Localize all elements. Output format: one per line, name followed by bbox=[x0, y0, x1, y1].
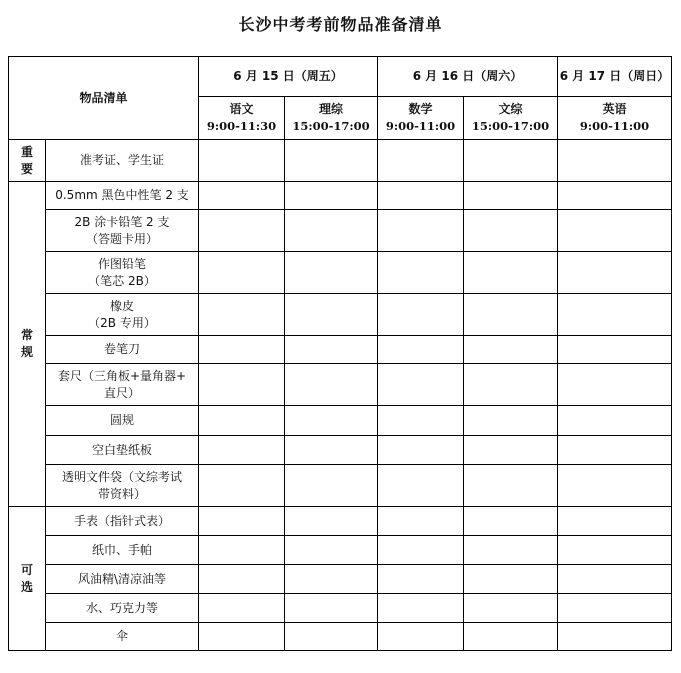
check-cell[interactable] bbox=[464, 465, 558, 507]
subject-time: 15:00-17:00 bbox=[471, 119, 550, 133]
subject-header-english bbox=[558, 97, 672, 140]
item-row bbox=[9, 465, 672, 507]
check-cell[interactable] bbox=[378, 364, 464, 406]
category-label-char: 规 bbox=[20, 345, 33, 359]
item-row bbox=[9, 536, 672, 565]
check-cell[interactable] bbox=[558, 623, 672, 651]
check-cell[interactable] bbox=[464, 594, 558, 623]
check-cell[interactable] bbox=[199, 294, 285, 336]
check-cell[interactable] bbox=[464, 294, 558, 336]
item-name bbox=[46, 507, 199, 536]
subject-name: 文综 bbox=[498, 102, 523, 116]
item-name bbox=[46, 364, 199, 406]
check-cell[interactable] bbox=[464, 406, 558, 436]
category-label-char: 选 bbox=[20, 579, 33, 594]
checklist-body bbox=[9, 140, 672, 651]
item-row bbox=[9, 436, 672, 465]
check-cell[interactable] bbox=[378, 536, 464, 565]
item-name bbox=[46, 252, 199, 294]
item-name-line: 透明文件袋（文综考试 bbox=[62, 469, 183, 484]
check-cell[interactable] bbox=[558, 594, 672, 623]
subject-header-chinese bbox=[199, 97, 285, 140]
category-label-char: 可 bbox=[20, 562, 33, 577]
item-name bbox=[46, 565, 199, 594]
date-header-day2: 6 月 16 日（周六） bbox=[378, 57, 558, 97]
item-name-line: 0.5mm 黑色中性笔 2 支 bbox=[55, 188, 189, 202]
item-name-line: 套尺（三角板+量角器+ bbox=[57, 368, 187, 383]
item-name-line: （笔芯 2B） bbox=[88, 273, 156, 288]
item-list-header: 物品清单 bbox=[9, 57, 199, 140]
item-name-line: 风油精\清凉油等 bbox=[77, 571, 167, 586]
subject-header-liberal-arts bbox=[464, 97, 558, 140]
category-label-char: 要 bbox=[20, 161, 33, 176]
item-name-line: 空白垫纸板 bbox=[92, 442, 153, 457]
check-cell[interactable] bbox=[378, 594, 464, 623]
check-cell[interactable] bbox=[199, 406, 285, 436]
item-name-line: （答题卡用） bbox=[86, 231, 159, 246]
check-cell[interactable] bbox=[378, 182, 464, 210]
item-row bbox=[9, 182, 672, 210]
category-important bbox=[9, 140, 46, 182]
item-name-line: 准考证、学生证 bbox=[80, 153, 165, 167]
date-header-day1: 6 月 15 日（周五） bbox=[199, 57, 378, 97]
check-cell[interactable] bbox=[285, 565, 378, 594]
subject-time: 15:00-17:00 bbox=[292, 119, 370, 133]
subject-header-math bbox=[378, 97, 464, 140]
item-name-line: 伞 bbox=[116, 629, 129, 643]
check-cell[interactable] bbox=[464, 536, 558, 565]
check-cell[interactable] bbox=[199, 182, 285, 210]
item-row bbox=[9, 623, 672, 651]
subject-time: 9:00-11:00 bbox=[385, 119, 456, 133]
check-cell[interactable] bbox=[199, 507, 285, 536]
check-cell[interactable] bbox=[378, 406, 464, 436]
check-cell[interactable] bbox=[378, 140, 464, 182]
check-cell[interactable] bbox=[558, 336, 672, 364]
check-cell[interactable] bbox=[199, 252, 285, 294]
check-cell[interactable] bbox=[285, 364, 378, 406]
check-cell[interactable] bbox=[378, 436, 464, 465]
item-name bbox=[46, 182, 199, 210]
check-cell[interactable] bbox=[285, 536, 378, 565]
check-cell[interactable] bbox=[464, 336, 558, 364]
check-cell[interactable] bbox=[464, 252, 558, 294]
item-name bbox=[46, 140, 199, 182]
check-cell[interactable] bbox=[199, 594, 285, 623]
subject-header-science bbox=[285, 97, 378, 140]
item-row bbox=[9, 507, 672, 536]
check-cell[interactable] bbox=[199, 623, 285, 651]
check-cell[interactable] bbox=[558, 210, 672, 252]
item-name bbox=[46, 210, 199, 252]
item-name-line: 纸巾、手帕 bbox=[92, 542, 153, 557]
subject-name: 英语 bbox=[602, 102, 627, 116]
check-cell[interactable] bbox=[558, 565, 672, 594]
item-row bbox=[9, 406, 672, 436]
item-name-line: 作图铅笔 bbox=[98, 256, 147, 271]
item-name-line: 卷笔刀 bbox=[104, 342, 141, 356]
item-name-line: 圆规 bbox=[110, 413, 135, 427]
check-cell[interactable] bbox=[285, 140, 378, 182]
item-row bbox=[9, 294, 672, 336]
check-cell[interactable] bbox=[558, 536, 672, 565]
check-cell[interactable] bbox=[464, 210, 558, 252]
check-cell[interactable] bbox=[558, 436, 672, 465]
item-name-line: 2B 涂卡铅笔 2 支 bbox=[74, 214, 170, 229]
check-cell[interactable] bbox=[558, 182, 672, 210]
check-cell[interactable] bbox=[558, 507, 672, 536]
item-row bbox=[9, 336, 672, 364]
item-name bbox=[46, 336, 199, 364]
check-cell[interactable] bbox=[558, 294, 672, 336]
check-cell[interactable] bbox=[464, 140, 558, 182]
check-cell[interactable] bbox=[378, 294, 464, 336]
date-header-row bbox=[9, 57, 672, 97]
check-cell[interactable] bbox=[199, 336, 285, 364]
category-routine bbox=[9, 182, 46, 507]
item-name bbox=[46, 436, 199, 465]
item-row bbox=[9, 364, 672, 406]
date-header-day3: 6 月 17 日（周日） bbox=[558, 57, 672, 97]
check-cell[interactable] bbox=[378, 565, 464, 594]
item-name-line: 直尺） bbox=[104, 385, 141, 400]
subject-time: 9:00-11:00 bbox=[579, 119, 650, 133]
check-cell[interactable] bbox=[285, 252, 378, 294]
check-cell[interactable] bbox=[285, 465, 378, 507]
item-name-line: 手表（指针式表） bbox=[74, 513, 171, 528]
check-cell[interactable] bbox=[378, 252, 464, 294]
item-row bbox=[9, 565, 672, 594]
subject-name: 数学 bbox=[408, 102, 433, 116]
check-cell[interactable] bbox=[285, 210, 378, 252]
item-name bbox=[46, 536, 199, 565]
check-cell[interactable] bbox=[199, 536, 285, 565]
check-cell[interactable] bbox=[558, 140, 672, 182]
check-cell[interactable] bbox=[378, 465, 464, 507]
category-label-char: 常 bbox=[20, 328, 33, 342]
check-cell[interactable] bbox=[558, 406, 672, 436]
item-name-line: 橡皮 bbox=[110, 298, 135, 313]
check-cell[interactable] bbox=[378, 336, 464, 364]
item-name-line: （2B 专用） bbox=[88, 315, 156, 330]
check-cell[interactable] bbox=[285, 594, 378, 623]
check-cell[interactable] bbox=[464, 436, 558, 465]
check-cell[interactable] bbox=[199, 436, 285, 465]
check-cell[interactable] bbox=[285, 623, 378, 651]
subject-name: 语文 bbox=[229, 102, 254, 116]
check-cell[interactable] bbox=[558, 465, 672, 507]
check-cell[interactable] bbox=[199, 210, 285, 252]
check-cell[interactable] bbox=[464, 507, 558, 536]
check-cell[interactable] bbox=[558, 364, 672, 406]
check-cell[interactable] bbox=[199, 465, 285, 507]
check-cell[interactable] bbox=[199, 364, 285, 406]
item-name bbox=[46, 406, 199, 436]
check-cell[interactable] bbox=[285, 507, 378, 536]
check-cell[interactable] bbox=[285, 336, 378, 364]
item-row bbox=[9, 594, 672, 623]
item-row bbox=[9, 140, 672, 182]
check-cell[interactable] bbox=[285, 436, 378, 465]
check-cell[interactable] bbox=[378, 623, 464, 651]
check-cell[interactable] bbox=[378, 210, 464, 252]
item-name-line: 带资料） bbox=[98, 486, 147, 501]
check-cell[interactable] bbox=[558, 252, 672, 294]
subject-time: 9:00-11:30 bbox=[206, 119, 277, 133]
check-cell[interactable] bbox=[464, 182, 558, 210]
check-cell[interactable] bbox=[199, 140, 285, 182]
item-name bbox=[46, 294, 199, 336]
checklist-table bbox=[8, 56, 672, 651]
check-cell[interactable] bbox=[285, 182, 378, 210]
check-cell[interactable] bbox=[464, 623, 558, 651]
item-name-line: 水、巧克力等 bbox=[86, 600, 159, 615]
page-title: 长沙中考考前物品准备清单 bbox=[238, 15, 443, 34]
category-optional bbox=[9, 507, 46, 651]
item-row bbox=[9, 210, 672, 252]
check-cell[interactable] bbox=[378, 507, 464, 536]
subject-name: 理综 bbox=[319, 102, 344, 116]
check-cell[interactable] bbox=[285, 294, 378, 336]
check-cell[interactable] bbox=[464, 364, 558, 406]
item-row bbox=[9, 252, 672, 294]
check-cell[interactable] bbox=[199, 565, 285, 594]
item-name bbox=[46, 623, 199, 651]
item-name bbox=[46, 594, 199, 623]
item-name bbox=[46, 465, 199, 507]
check-cell[interactable] bbox=[285, 406, 378, 436]
check-cell[interactable] bbox=[464, 565, 558, 594]
category-label-char: 重 bbox=[20, 144, 33, 159]
